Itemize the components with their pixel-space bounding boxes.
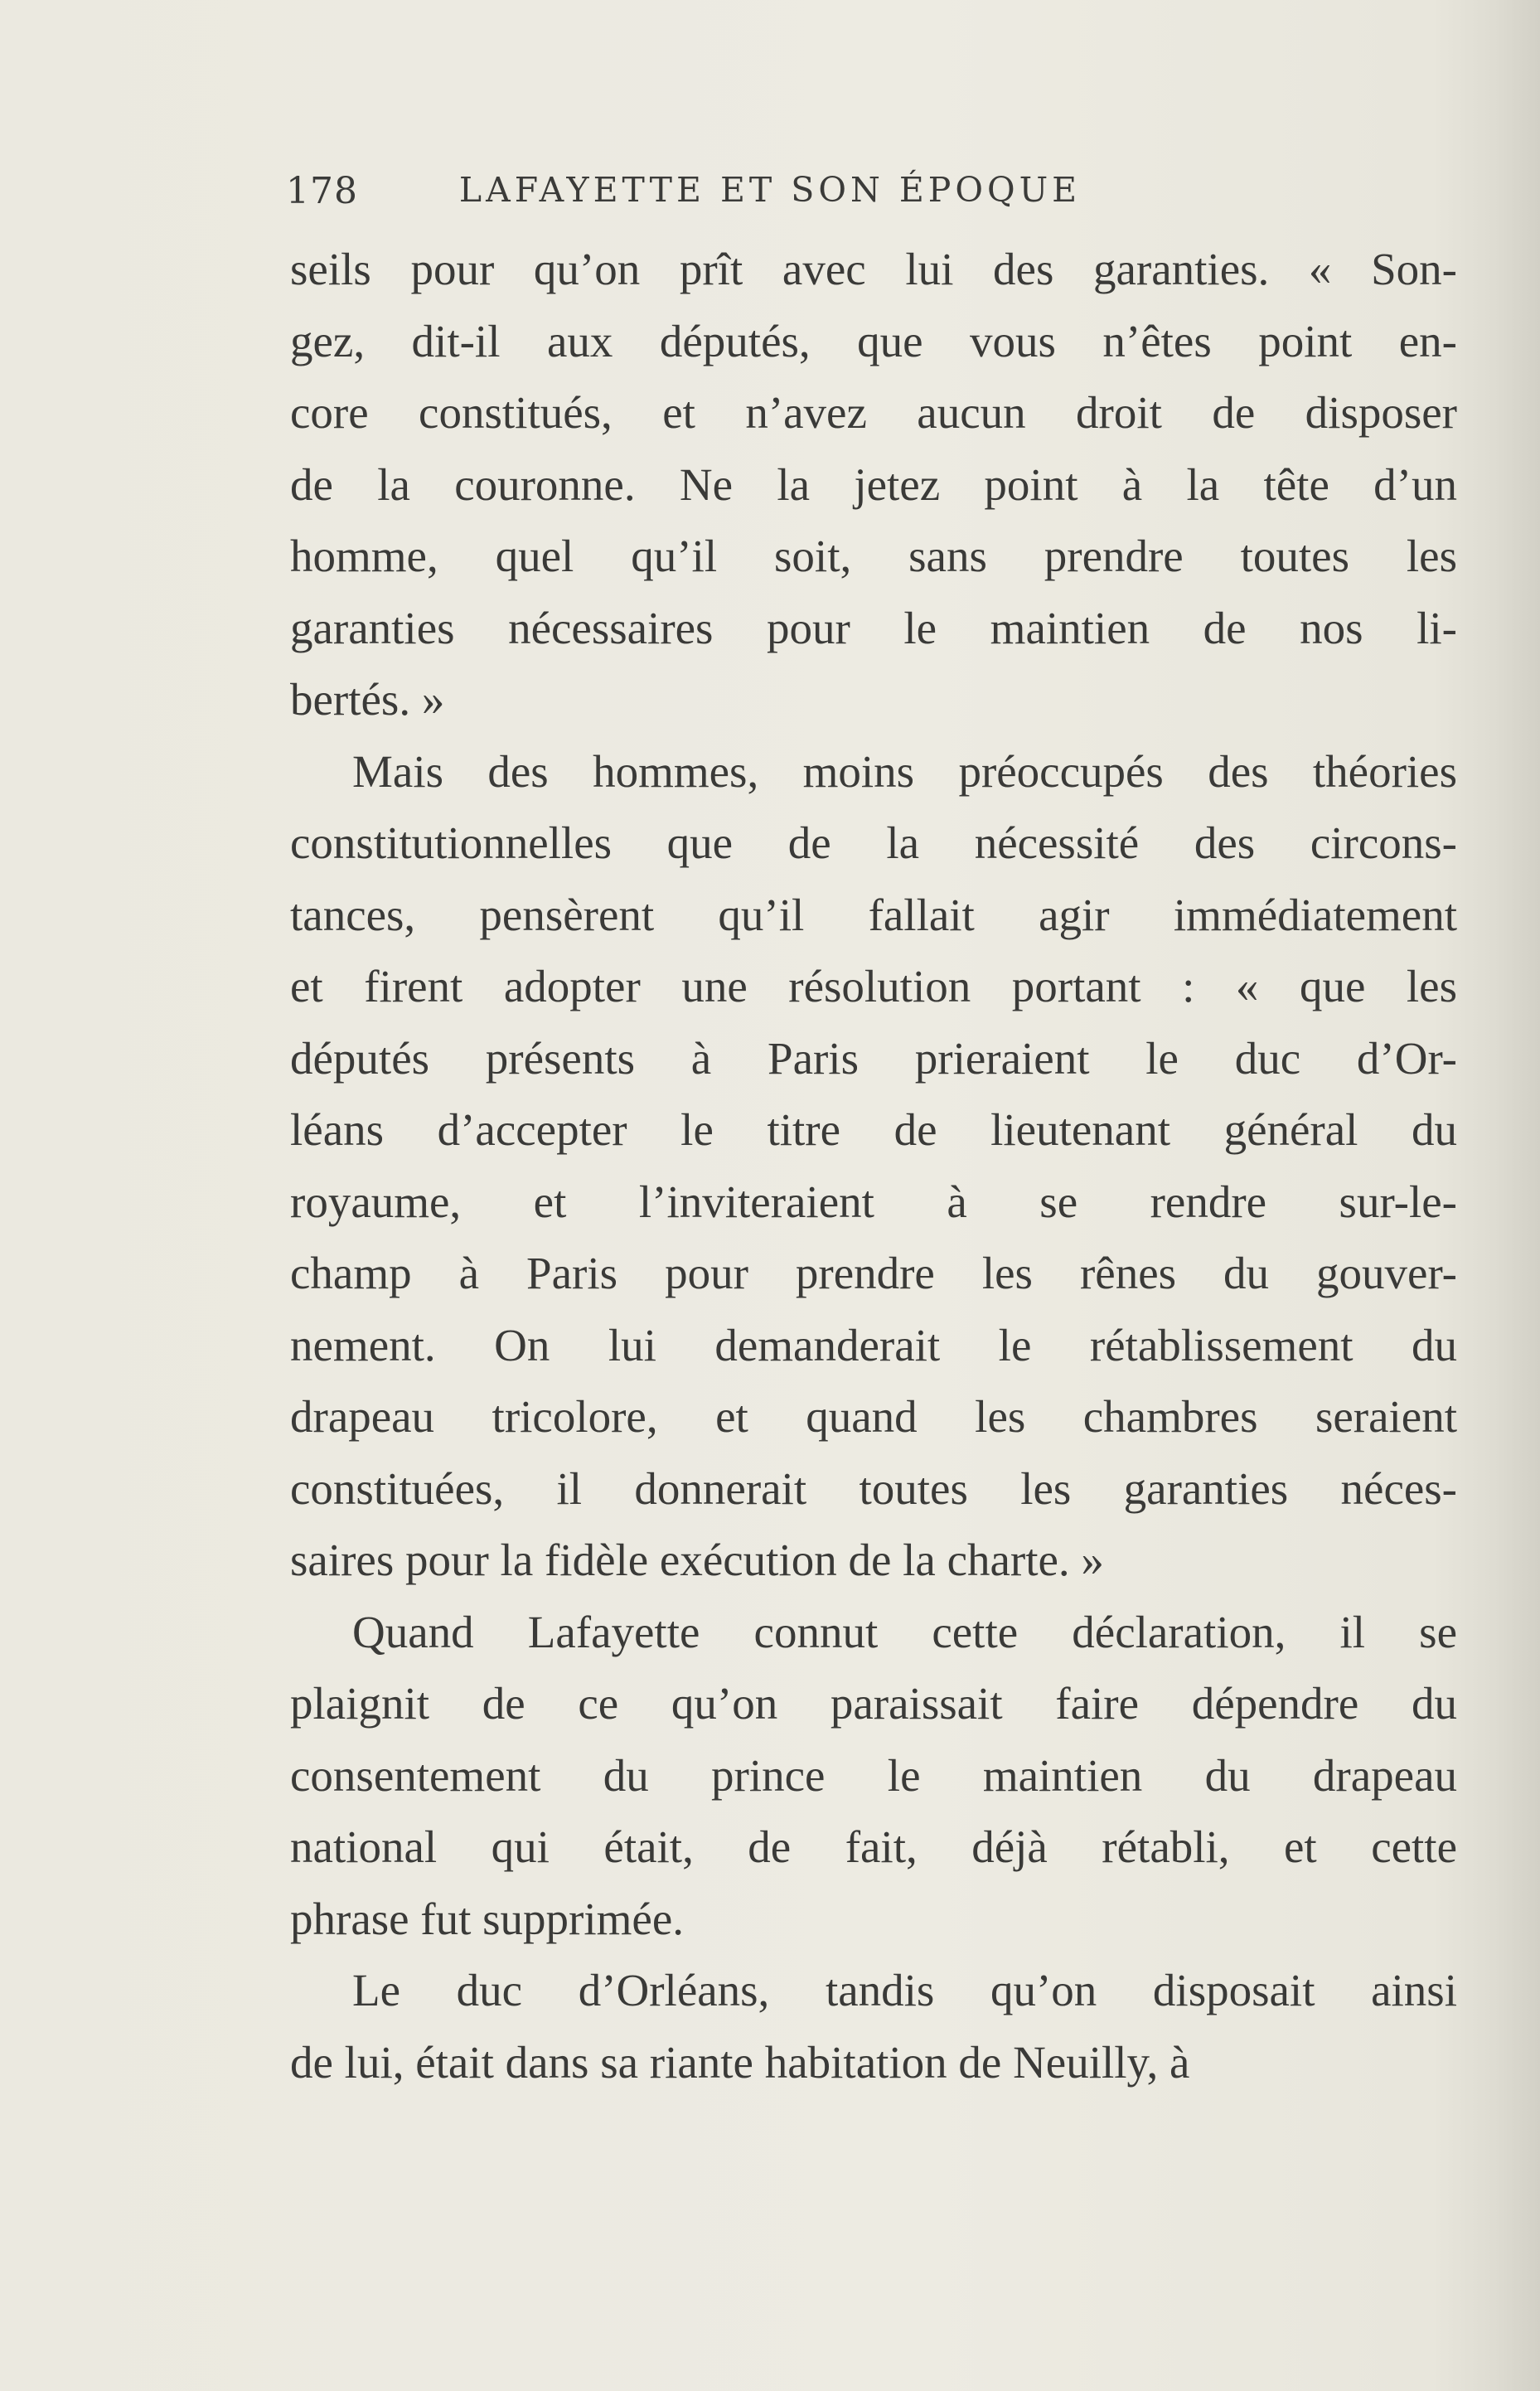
text-line: constitutionnelles que de la nécessité des circons- xyxy=(290,817,1457,868)
text-line: et firent adopter une résolution portant : « que les xyxy=(290,961,1457,1011)
text-line: Le duc d’Orléans, tandis qu’on disposait ainsi xyxy=(352,1965,1457,2015)
body-text xyxy=(290,234,1457,2098)
text-line: royaume, et l’inviteraient à se rendre sur-le- xyxy=(290,1176,1457,1227)
text-line: national qui était, de fait, déjà rétabli, et cette xyxy=(290,1821,1457,1872)
text-line: phrase fut supprimée. xyxy=(290,1893,684,1944)
page-header xyxy=(286,170,1204,220)
text-line: seils pour qu’on prît avec lui des garanties. « Son- xyxy=(290,244,1457,294)
text-line: de la couronne. Ne la jetez point à la tête d’un xyxy=(290,458,1457,510)
page-number: 178 xyxy=(286,170,358,212)
text-line: nement. On lui demanderait le rétablissement du xyxy=(290,1319,1457,1370)
text-line: léans d’accepter le titre de lieutenant général du xyxy=(290,1104,1457,1155)
text-line: tances, pensèrent qu’il fallait agir immédiatement xyxy=(290,889,1457,940)
text-line: de lui, était dans sa riante habitation de Neuilly, à xyxy=(290,2036,1190,2088)
text-line: Mais des hommes, moins préoccupés des théories xyxy=(352,745,1457,797)
text-line: bertés. » xyxy=(290,674,445,725)
text-line: garanties nécessaires pour le maintien de nos li- xyxy=(290,602,1457,653)
text-line: Quand Lafayette connut cette déclaration, il se xyxy=(352,1606,1457,1657)
paragraph xyxy=(290,1955,1457,2098)
paragraph xyxy=(290,234,1457,736)
paragraph xyxy=(290,1597,1457,1956)
text-line: saires pour la fidèle exécution de la charte. » xyxy=(290,1535,1104,1585)
text-line: députés présents à Paris prieraient le duc d’Or- xyxy=(290,1032,1457,1084)
text-line: constituées, il donnerait toutes les garanties néces- xyxy=(290,1462,1457,1514)
running-title: LAFAYETTE ET SON ÉPOQUE xyxy=(458,170,1082,210)
text-line: plaignit de ce qu’on paraissait faire dépendre du xyxy=(290,1678,1457,1729)
text-line: consentement du prince le maintien du drapeau xyxy=(290,1749,1457,1801)
text-line: champ à Paris pour prendre les rênes du gouver- xyxy=(290,1248,1457,1298)
text-line: homme, quel qu’il soit, sans prendre toutes les xyxy=(290,531,1457,581)
paragraph xyxy=(290,736,1457,1597)
text-line: core constitués, et n’avez aucun droit de disposer xyxy=(290,387,1457,438)
text-line: drapeau tricolore, et quand les chambres seraient xyxy=(290,1391,1457,1442)
text-line: gez, dit-il aux députés, que vous n’êtes point en- xyxy=(290,315,1457,366)
